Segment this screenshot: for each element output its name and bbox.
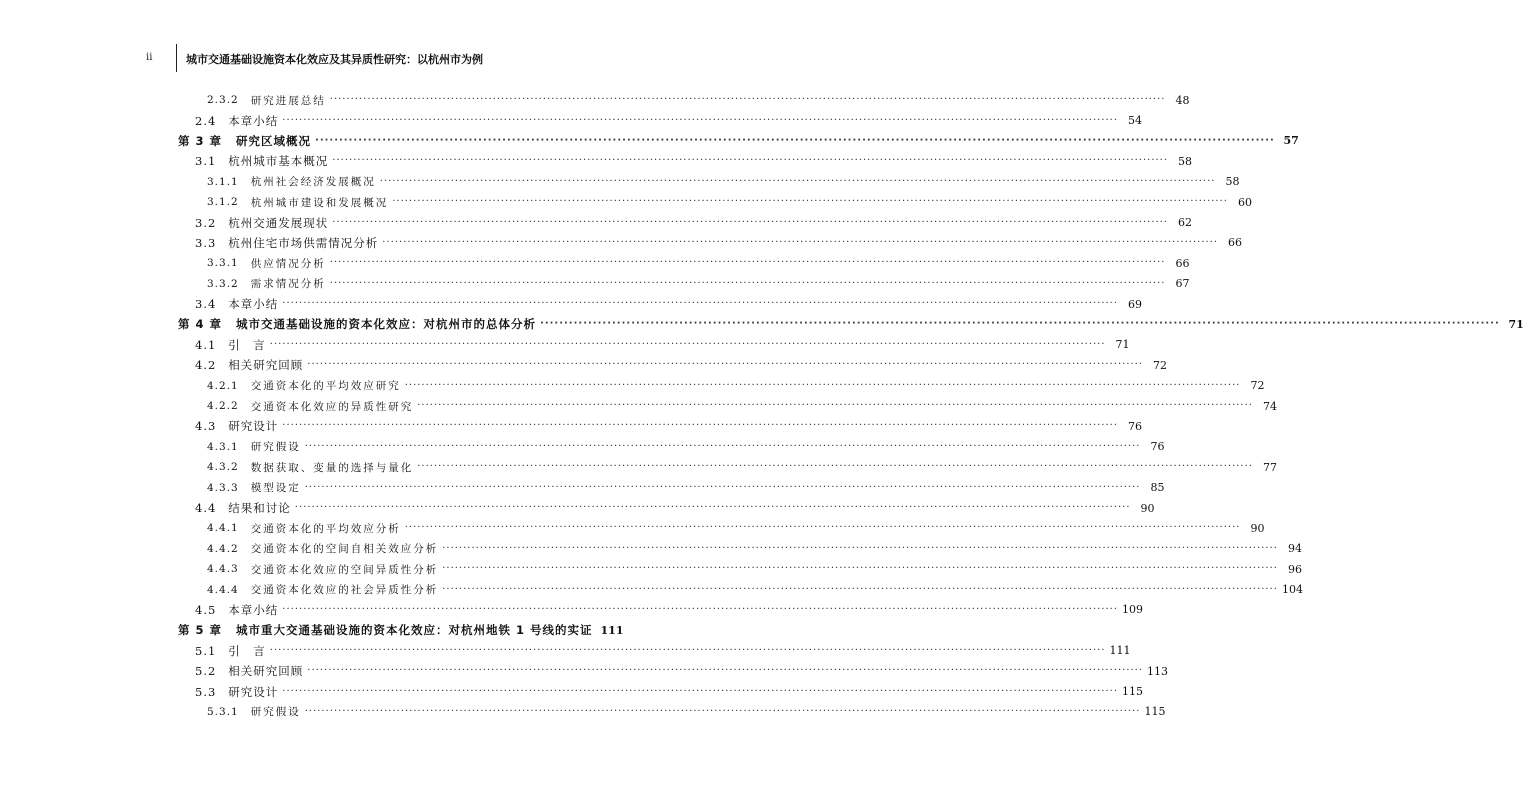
toc-entry [178,620,624,640]
toc-entry-title: 研究设计 [228,684,279,699]
dot-leader: ········································································································································································································ [417,400,1253,412]
toc-entry-number: 4.1 [195,337,217,352]
toc-entry-page: 109 [1122,603,1144,617]
header-divider [176,44,177,72]
toc-entry-number: 4.4 [195,501,217,515]
toc-entry-title: 本章小结 [228,113,279,128]
toc-entry-number: 第 3 章 [178,133,223,148]
toc-entry-title: 城市重大交通基础设施的资本化效应：对杭州地铁 1 号线的实证 [236,623,593,638]
dot-leader: ········································································································································································································ [332,155,1169,167]
toc-entry [178,477,1165,497]
dot-leader: ········································································································································································································ [442,583,1278,595]
toc-entry-number: 3.3.2 [207,277,239,290]
toc-entry-title: 杭州社会经济发展概况 [250,176,376,189]
toc-entry-page: 62 [1178,216,1193,230]
toc-entry-page: 76 [1150,440,1165,454]
toc-entry-number: 2.4 [195,113,217,128]
dot-leader: ········································································································································································································ [382,236,1219,248]
toc-entry-title: 引 言 [228,337,266,352]
toc-entry-title: 引 言 [228,643,266,658]
toc-entry [178,294,1143,314]
toc-entry-page: 85 [1150,481,1165,495]
toc-entry-number: 4.4.1 [207,522,239,535]
toc-entry-page: 111 [1109,644,1131,658]
toc-entry [178,396,1277,416]
toc-entry [178,457,1277,477]
toc-entry [178,110,1143,130]
toc-entry [178,192,1252,212]
toc-entry-page: 96 [1287,562,1302,576]
toc-entry-page: 77 [1262,460,1277,474]
toc-entry [178,559,1302,579]
toc-entry-title: 结果和讨论 [228,501,291,515]
toc-entry-page: 90 [1140,501,1155,515]
toc-entry-number: 5.3.1 [207,705,239,718]
toc-entry-title: 研究设计 [228,419,279,434]
toc-entry-page: 48 [1175,93,1190,107]
dot-leader: ········································································································································································································ [442,542,1278,554]
toc-entry-page: 74 [1262,399,1277,413]
toc-entry-number: 4.3.2 [207,461,239,474]
toc-entry-title: 杭州住宅市场供需情况分析 [228,235,379,250]
toc-entry [178,518,1265,538]
toc-entry-title: 杭州交通发展现状 [228,215,329,230]
toc-entry-title: 杭州城市建设和发展概况 [250,196,389,209]
toc-entry-number: 4.2 [195,358,217,373]
toc-entry-number: 第 4 章 [178,317,223,332]
toc-entry-page: 58 [1178,154,1193,168]
toc-entry-title: 需求情况分析 [250,278,326,291]
toc-entry-title: 本章小结 [228,602,279,617]
toc-entry-title: 研究区域概况 [236,133,312,148]
toc-entry-title: 供应情况分析 [250,257,326,270]
toc-entry [178,274,1190,294]
toc-entry-number: 4.2.2 [207,400,239,413]
dot-leader: ········································································································································································································ [315,134,1275,146]
toc-entry-number: 4.4.3 [207,563,239,576]
dot-leader: ········································································································································································································ [304,440,1141,452]
toc-entry-title: 本章小结 [228,297,279,312]
dot-leader: ········································································································································································································ [329,257,1166,269]
toc-entry [178,437,1165,457]
toc-entry-title: 交通资本化效应的社会异质性分析 [250,584,439,597]
toc-entry-page: 66 [1228,236,1243,250]
table-of-contents [178,90,1524,722]
toc-entry-number: 4.3 [195,419,217,434]
dot-leader: ········································································································································································································ [379,175,1216,187]
toc-entry-number: 5.2 [195,664,217,679]
toc-entry-title: 模型设定 [250,482,301,495]
toc-entry-title: 交通资本化效应的异质性研究 [250,400,414,413]
dot-leader: ········································································································································································································ [417,461,1253,473]
toc-entry [178,172,1240,192]
toc-entry-title: 相关研究回顾 [228,358,304,373]
toc-entry-page: 76 [1128,419,1143,433]
toc-entry-title: 城市交通基础设施的资本化效应：对杭州市的总体分析 [236,317,537,332]
toc-entry-page: 60 [1237,195,1252,209]
toc-entry [178,539,1302,559]
toc-entry-page: 72 [1153,358,1168,372]
dot-leader: ········································································································································································································ [307,665,1144,677]
toc-entry-number: 3.1.1 [207,175,239,188]
toc-entry-number: 3.2 [195,215,217,230]
toc-entry-page: 69 [1128,297,1143,311]
dot-leader: ········································································································································································································ [282,603,1119,615]
toc-entry [178,355,1168,375]
toc-entry-number: 4.5 [195,602,217,617]
toc-entry-title: 研究假设 [250,706,301,719]
toc-entry-title: 数据获取、变量的选择与量化 [250,461,414,474]
toc-entry [178,498,1155,518]
toc-entry [178,600,1144,620]
toc-entry [178,212,1193,232]
toc-entry-page: 90 [1250,521,1265,535]
dot-leader: ········································································································································································································ [304,705,1141,717]
dot-leader: ········································································································································································································ [329,277,1166,289]
dot-leader: ········································································································································································································ [282,114,1119,126]
toc-entry [178,131,1299,151]
dot-leader: ········································································································································································································ [404,522,1241,534]
toc-entry-page: 94 [1287,542,1302,556]
toc-entry-page: 71 [1508,317,1524,331]
toc-entry-title: 交通资本化的平均效应分析 [250,522,401,535]
dot-leader: ········································································································································································································ [294,502,1131,513]
toc-entry [178,579,1303,599]
toc-entry [178,661,1169,681]
toc-entry-page: 115 [1122,685,1144,699]
dot-leader: ········································································································································································································ [329,94,1166,106]
toc-entry [178,253,1190,273]
dot-leader: ········································································································································································································ [282,298,1119,310]
toc-entry-number: 4.4.2 [207,542,239,555]
toc-entry-number: 5.1 [195,643,217,658]
toc-entry [178,416,1143,436]
toc-entry-page: 72 [1250,379,1265,393]
toc-entry-page: 67 [1175,277,1190,291]
toc-entry-page: 66 [1175,256,1190,270]
toc-entry [178,681,1144,701]
toc-entry [178,90,1190,110]
toc-entry-number: 3.3 [195,235,217,250]
toc-entry-page: 58 [1225,175,1240,189]
toc-entry-number: 3.1.2 [207,196,239,209]
dot-leader: ········································································································································································································ [392,196,1228,208]
toc-entry-number: 3.4 [195,297,217,312]
toc-entry [178,375,1265,395]
toc-entry [178,233,1243,253]
toc-entry [178,151,1193,171]
toc-entry-page: 71 [1115,338,1130,352]
toc-entry-title: 杭州城市基本概况 [228,154,329,169]
toc-entry-number: 第 5 章 [178,623,223,638]
toc-entry-number: 3.1 [195,154,217,169]
toc-entry-title: 交通资本化的空间自相关效应分析 [250,543,439,556]
toc-entry-number: 5.3 [195,684,217,699]
toc-entry-number: 4.2.1 [207,379,239,392]
dot-leader: ········································································································································································································ [282,685,1119,697]
dot-leader: ········································································································································································································ [304,481,1141,493]
toc-entry-page: 54 [1128,114,1143,128]
toc-entry-page: 115 [1144,705,1166,719]
toc-entry-page: 113 [1147,664,1169,678]
toc-entry-number: 4.3.3 [207,481,239,494]
toc-entry-number: 3.3.1 [207,257,239,270]
dot-leader: ········································································································································································································ [442,563,1278,575]
toc-entry [178,641,1131,661]
dot-leader: ········································································································································································································ [269,644,1106,656]
toc-entry [178,314,1524,334]
dot-leader: ········································································································································································································ [404,379,1241,391]
running-header [146,44,666,72]
toc-entry [178,702,1166,722]
toc-entry-number: 4.4.4 [207,583,239,596]
toc-entry [178,335,1130,355]
toc-entry-title: 交通资本化的平均效应研究 [250,380,401,393]
toc-entry-page: 57 [1283,134,1299,148]
toc-entry-title: 研究进展总结 [250,94,326,107]
toc-entry-page: 111 [600,623,624,637]
dot-leader: ········································································································································································································ [332,216,1169,228]
dot-leader: ········································································································································································································ [540,318,1500,330]
toc-entry-title: 交通资本化效应的空间异质性分析 [250,563,439,576]
toc-entry-number: 2.3.2 [207,94,239,107]
toc-entry-title: 研究假设 [250,441,301,454]
toc-entry-page: 104 [1281,583,1303,597]
page-number: ii [146,52,153,63]
running-title: 城市交通基础设施资本化效应及其异质性研究：以杭州市为例 [186,53,483,66]
dot-leader: ········································································································································································································ [282,420,1119,432]
toc-entry-title: 相关研究回顾 [228,664,304,679]
dot-leader: ········································································································································································································ [269,338,1106,350]
toc-entry-number: 4.3.1 [207,440,239,453]
dot-leader: ········································································································································································································ [307,359,1144,371]
